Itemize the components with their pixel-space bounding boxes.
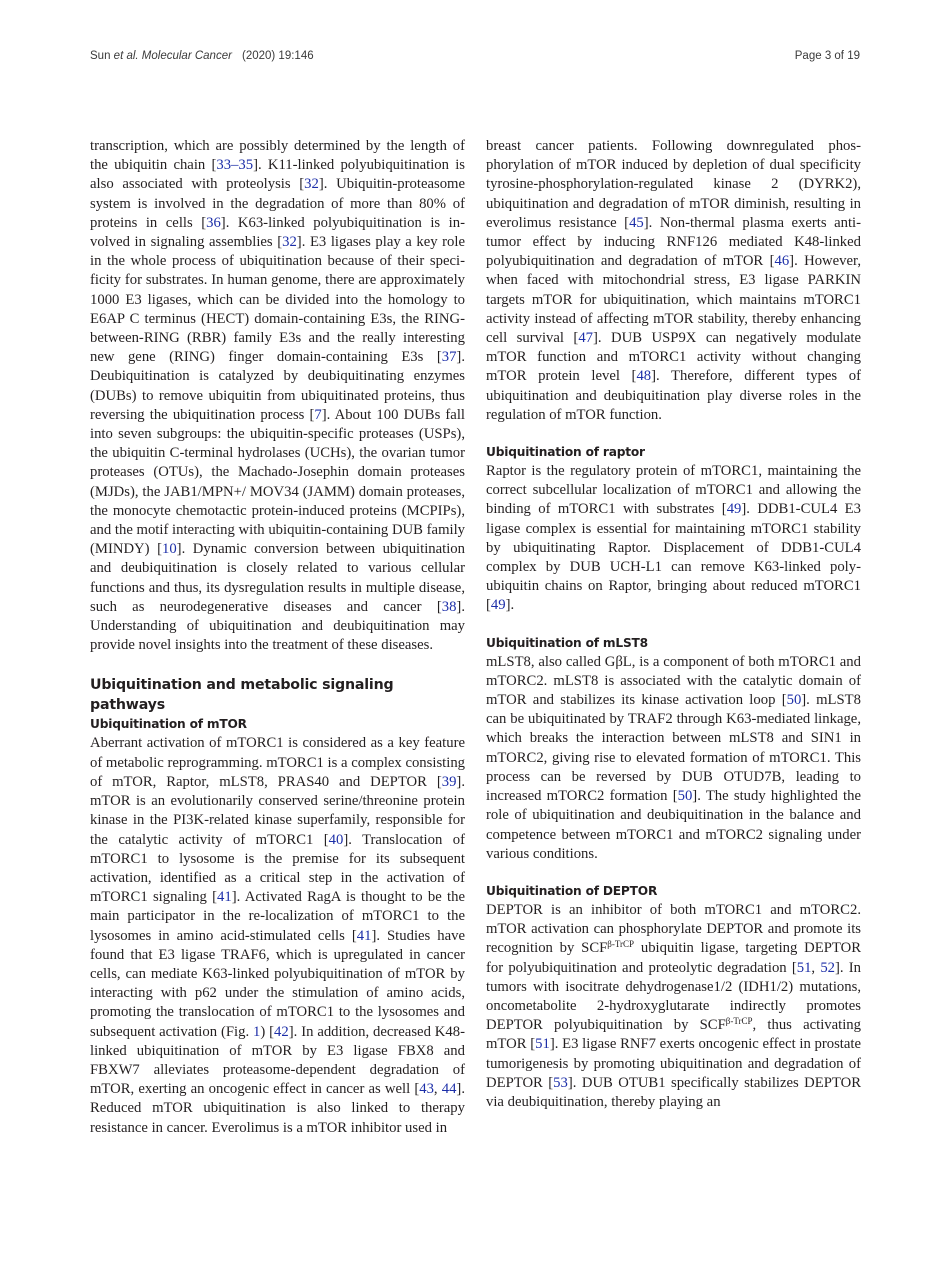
subsection-heading-raptor: Ubiquitination of raptor [486, 445, 645, 460]
citation-link[interactable]: 47 [578, 330, 594, 347]
citation-link[interactable]: 32 [304, 176, 319, 193]
citation-link[interactable]: 41 [217, 889, 232, 906]
citation-link[interactable]: 33–35 [216, 157, 254, 174]
mtor-continued-paragraph: breast cancer patients. Following downregulated phosphorylation of mTOR induced by depletion of dual specificity tyrosine-phosphorylation-regulated kinase 2 (DYRK2), ubiquitination and degradation of mTOR diminish, resulting in everolimus resistance [45]. Non-thermal plasma exerts anti-tumor effect by inducing RNF126 mediated K48-linked polyubiquitination and degradation of mTOR [46]. However, when faced with mitochondrial stress, E3 ligase PARKIN targets mTOR for ubiquitination, which maintains mTORC1 activity instead of affecting mTOR stability, thereby enhancing cell survival [47]. DUB USP9X can negatively modulate mTOR function and mTORC1 activity without changing mTOR protein level [48]. Therefore, different types of ubiquitination and deubiquitination play diverse roles in the regulation of mTOR function. [486, 138, 861, 423]
header-citation: (2020) 19:146 [242, 50, 314, 62]
citation-link[interactable]: 44 [441, 1081, 457, 1098]
citation-link[interactable]: 49 [490, 597, 506, 614]
citation-link[interactable]: 32 [282, 234, 297, 251]
header-journal: et al. Molecular Cancer [113, 50, 232, 62]
page-number: Page 3 of 19 [794, 50, 860, 62]
citation-link[interactable]: 51 [535, 1036, 550, 1053]
intro-paragraph: transcription, which are possibly determined by the length of the ubiquitin chain [33–35]. K11-linked polyubiquitination is also associated with proteolysis [32]. Ubiquitin-proteasome system is involved in the degradation of more than 80% of proteins in cells [36]. K63-linked polyubiquitination is involved in signaling assemblies [32]. E3 ligases play a key role in the whole process of ubiquitination because of their specificity for substrates. In human genome, there are approximately 1000 E3 ligases, which can be divided into the homology to E6AP C terminus (HECT) domain-containing E3s, the RING-between-RING (RBR) family E3s and the really interesting new gene (RING) finger domain-containing E3s [37]. Deubiquitination is catalyzed by deubiquitinating enzymes (DUBs) to remove ubiquitin from ubiquitinated proteins, thus reversing the ubiquitination process [7]. About 100 DUBs fall into seven subgroups: the ubiquitin-specific proteases (USPs), the ubiquitin C-terminal hydrolases (UCHs), the ovarian tumor proteases (OTUs), the Machado-Josephin domain proteases (MJDs), the JAB1/MPN+/ MOV34 (JAMM) domain proteases, the monocyte chemotactic protein-induced proteins (MCPIPs), and the motif interacting with ubiquitin-containing DUB family (MINDY) [10]. Dynamic conversion between ubiquitination and deubiquitination is closely related to various cellular functions and thus, its dysregulation results in multiple disease, such as neurodegenerative diseases and cancer [38]. Understanding of ubiquitination and deubiquitination may provide novel insights into the treatment of these diseases. [90, 138, 466, 654]
citation-link[interactable]: 38 [441, 598, 457, 615]
citation-link[interactable]: 43 [419, 1081, 434, 1098]
raptor-paragraph: Raptor is the regulatory protein of mTORC1, maintaining the correct subcellular localization of mTORC1 and allowing the binding of mTORC1 with substrates [49]. DDB1-CUL4 E3 ligase complex is essential for maintaining mTORC1 stability by ubiquitinating Raptor. Displacement of DDB1-CUL4 complex by DUB UCH-L1 can remove K63-linked poly-ubiquitin chains on Raptor, bringing about reduced mTORC1 [49]. [486, 463, 862, 614]
citation-link[interactable]: 1 [253, 1023, 261, 1040]
running-header [90, 50, 860, 68]
citation-link[interactable]: 37 [441, 349, 457, 366]
citation-link[interactable]: 40 [328, 831, 344, 848]
right-column [486, 137, 861, 1112]
citation-link[interactable]: 41 [356, 927, 372, 944]
citation-link[interactable]: 53 [553, 1074, 568, 1091]
citation-link[interactable]: 42 [274, 1023, 289, 1040]
citation-link[interactable]: 50 [677, 788, 693, 805]
section-heading: Ubiquitination and metabolic signaling pathways [90, 677, 394, 714]
mtor-paragraph: Aberrant activation of mTORC1 is considered as a key feature of metabolic reprogramming. mTORC1 is a complex consisting of mTOR, Raptor, mLST8, PRAS40 and DEPTOR [39]. mTOR is an evolutionarily conserved serine/threonine protein kinase in the PI3K-related kinase superfamily, responsible for the catalytic activity of mTORC1 [40]. Translocation of mTORC1 to lysosome is the premise for its subsequent activation, identified as a critical step in the activation of mTORC1 signaling [41]. Activated RagA is thought to be the main participator in the re-localization of mTORC1 to the lysosomes in amino acid-stimulated cells [41]. Studies have found that E3 ligase TRAF6, which is upregulated in cancer cells, can mediate K63-linked polyubiquitination of mTOR by interacting with p62 under the stimulation of amino acids, promoting the translocation of mTORC1 to the lysosomes and subsequent activation (Fig. 1) [42]. In addition, decreased K48-linked ubiquitination of mTOR by E3 ligase FBX8 and FBXW7 alleviates proteasome-dependent degradation of mTOR, exerting an oncogenic effect in cancer as well [43, 44]. Reduced mTOR ubiquitination is also linked to therapy resistance in cancer. Everolimus is a mTOR inhibitor used in [90, 735, 466, 1136]
left-column [90, 137, 465, 1138]
citation-link[interactable]: 39 [441, 773, 457, 790]
citation-link[interactable]: 45 [629, 214, 644, 231]
citation-link[interactable]: 48 [636, 368, 652, 385]
citation-link[interactable]: 51 [796, 959, 812, 976]
superscript: β-TrCP [725, 1016, 753, 1027]
subsection-heading-deptor: Ubiquitination of DEPTOR [486, 883, 658, 898]
citation-link[interactable]: 7 [314, 406, 322, 423]
header-authors: Sun et al. Molecular Cancer [90, 50, 232, 62]
citation-link[interactable]: 36 [206, 214, 221, 231]
subsection-heading-mtor: Ubiquitination of mTOR [90, 717, 247, 732]
citation-link[interactable]: 46 [774, 253, 790, 270]
citation-link[interactable]: 50 [786, 692, 802, 709]
citation-link[interactable]: 49 [726, 501, 742, 518]
citation-link[interactable]: 10 [161, 541, 177, 558]
deptor-paragraph: DEPTOR is an inhibitor of both mTORC1 and mTORC2. mTOR activation can phosphorylate DEPTOR and promote its recognition by $SCF^{\beta-TrCP}$ ubiquitin ligase, targeting DEPTOR for polyubiquitination and proteolytic degradation [51, 52]. In tumors with isocitrate dehydrogenase1/2 (IDH1/2) mutations, oncometabolite 2-hydroxyglutarate indirectly promotes DEPTOR polyubiquitination by $SCF^{\beta-TrCP}$, thus activating mTOR [51]. E3 ligase RNF7 exerts oncogenic effect in prostate tumorigenesis by promoting ubiquitination and degradation of DEPTOR [53]. DUB OTUB1 specifically stabilizes DEPTOR via deubiquitination, thereby playing an [486, 901, 862, 1110]
superscript: β-TrCP [607, 939, 635, 950]
subsection-heading-mlst8: Ubiquitination of mLST8 [486, 635, 648, 650]
citation-link[interactable]: 52 [820, 959, 835, 976]
mlst8-paragraph: mLST8, also called GβL, is a component of both mTORC1 and mTORC2. mLST8 is associated with the catalytic domain of mTOR and stabilizes its kinase activation loop [50]. mLST8 can be ubiquitinated by TRAF2 through K63-mediated linkage, which breaks the interaction between mLST8 and SIN1 in mTORC2, giving rise to elevated formation of mTORC1. This process can be reversed by DUB OTUD7B, leading to increased mTORC2 formation [50]. The study highlighted the role of ubiquitination and deubiquitination in the balance and competence between mTORC1 and mTORC2 signaling under various conditions. [486, 653, 861, 862]
